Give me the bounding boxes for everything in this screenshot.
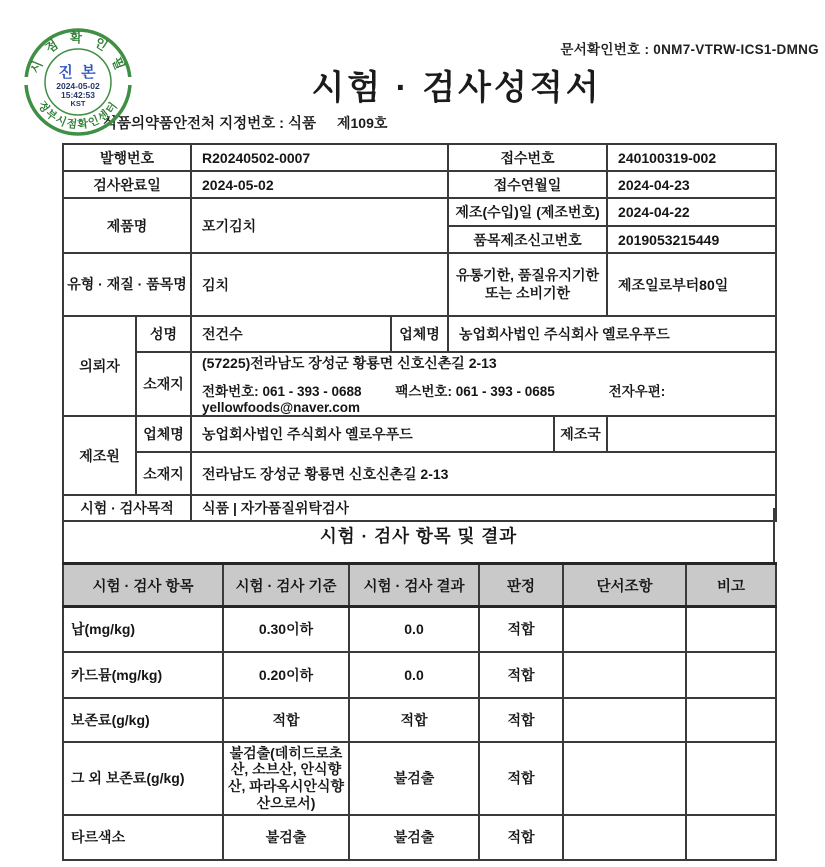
proviso-cell <box>563 607 686 652</box>
client-contact-row <box>202 380 775 415</box>
judgment-cell: 적합 <box>479 698 563 742</box>
header-proviso: 단서조항 <box>563 564 686 607</box>
header-criteria: 시험 · 검사 기준 <box>223 564 349 607</box>
results-section-title: 시험 · 검사 항목 및 결과 <box>62 508 775 562</box>
receipt-no-label: 접수번호 <box>448 144 607 171</box>
issue-no-label: 발행번호 <box>63 144 191 171</box>
type-value: 김치 <box>191 253 448 316</box>
product-name-label: 제품명 <box>63 198 191 253</box>
proviso-cell <box>563 815 686 860</box>
remark-cell <box>686 815 776 860</box>
table-row <box>63 698 776 742</box>
header-test-item: 시험 · 검사 항목 <box>63 564 223 607</box>
table-row <box>63 815 776 860</box>
mfg-date-value: 2024-04-22 <box>607 198 776 226</box>
receipt-no-value: 240100319-002 <box>607 144 776 171</box>
test-item-cell: 타르색소 <box>63 815 223 860</box>
results-header-row <box>63 564 776 607</box>
header-remark: 비고 <box>686 564 776 607</box>
judgment-cell: 적합 <box>479 742 563 815</box>
client-address-value: (57225)전라남도 장성군 황룡면 신호신촌길 2-13 <box>202 355 497 371</box>
judgment-cell: 적합 <box>479 652 563 698</box>
client-company-label: 업체명 <box>391 316 448 352</box>
criteria-cell: 0.30이하 <box>223 607 349 652</box>
fax-label: 팩스번호: <box>395 384 452 399</box>
criteria-cell: 불검출(데히드로초산, 소브산, 안식향산, 파라옥시안식향산으로서) <box>223 742 349 815</box>
manufacturer-address-value: 전라남도 장성군 황룡면 신호신촌길 2-13 <box>191 452 776 495</box>
remark-cell <box>686 698 776 742</box>
result-cell: 불검출 <box>349 815 479 860</box>
designation-number-label: 식품의약품안전처 지정번호 : 식품 <box>103 116 317 132</box>
results-table <box>62 562 777 861</box>
expiry-label: 유통기한, 품질유지기한 또는 소비기한 <box>448 253 607 316</box>
result-cell: 적합 <box>349 698 479 742</box>
manufacturer-company-value: 농업회사법인 주식회사 옐로우푸드 <box>191 416 554 452</box>
proviso-cell <box>563 742 686 815</box>
manufacture-country-label: 제조국 <box>554 416 607 452</box>
stamp-time: 15:42:53 <box>60 90 96 100</box>
expiry-value: 제조일로부터80일 <box>607 253 776 316</box>
table-row <box>63 607 776 652</box>
remark-cell <box>686 607 776 652</box>
test-purpose-value: 식품 | 자가품질위탁검사 <box>191 495 776 521</box>
stamp-top-arc-text: 시 점 확 인 필 <box>27 31 129 76</box>
fax-value: 061 - 393 - 0685 <box>455 384 555 399</box>
manufacturer-company-label: 업체명 <box>136 416 191 452</box>
item-report-no-label: 품목제조신고번호 <box>448 226 607 253</box>
criteria-cell: 0.20이하 <box>223 652 349 698</box>
result-cell: 0.0 <box>349 607 479 652</box>
criteria-cell: 불검출 <box>223 815 349 860</box>
email-label: 전자우편: <box>608 384 666 399</box>
header-result: 시험 · 검사 결과 <box>349 564 479 607</box>
test-item-cell: 납(mg/kg) <box>63 607 223 652</box>
stamp-date: 2024-05-02 <box>56 81 100 91</box>
manufacturer-address-label: 소재지 <box>136 452 191 495</box>
email-value: yellowfoods@naver.com <box>202 400 360 415</box>
mfg-date-label: 제조(수입)일 (제조번호) <box>448 198 607 226</box>
criteria-cell: 적합 <box>223 698 349 742</box>
type-label: 유형 · 재질 · 품목명 <box>63 253 191 316</box>
proviso-cell <box>563 698 686 742</box>
header-judgment: 판정 <box>479 564 563 607</box>
table-row <box>63 742 776 815</box>
designation-number-value: 제109호 <box>337 115 388 131</box>
stamp-bottom-arc-text: 정부시점확인센터 <box>35 99 121 132</box>
test-item-cell: 그 외 보존료(g/kg) <box>63 742 223 815</box>
proviso-cell <box>563 652 686 698</box>
receipt-date-label: 접수연월일 <box>448 171 607 198</box>
judgment-cell: 적합 <box>479 815 563 860</box>
complete-date-label: 검사완료일 <box>63 171 191 198</box>
receipt-date-value: 2024-04-23 <box>607 171 776 198</box>
judgment-cell: 적합 <box>479 607 563 652</box>
client-section-label: 의뢰자 <box>63 316 136 416</box>
product-name-value: 포기김치 <box>191 198 448 253</box>
phone-label: 전화번호: <box>202 384 259 399</box>
manufacture-country-value <box>607 416 776 452</box>
stamp-timezone: KST <box>70 99 86 108</box>
manufacturer-section-label: 제조원 <box>63 416 136 495</box>
info-table <box>62 143 777 522</box>
issue-no-value: R20240502-0007 <box>191 144 448 171</box>
client-address-label: 소재지 <box>136 352 191 416</box>
verification-stamp <box>22 26 134 138</box>
test-item-cell: 카드뮴(mg/kg) <box>63 652 223 698</box>
client-address-cell <box>191 352 776 416</box>
item-report-no-value: 2019053215449 <box>607 226 776 253</box>
page-title: 시험 · 검사성적서 <box>311 69 602 107</box>
test-purpose-label: 시험 · 검사목적 <box>63 495 191 521</box>
phone-value: 061 - 393 - 0688 <box>262 384 362 399</box>
test-item-cell: 보존료(g/kg) <box>63 698 223 742</box>
remark-cell <box>686 652 776 698</box>
client-name-label: 성명 <box>136 316 191 352</box>
stamp-original-label: 진 본 <box>58 64 98 81</box>
table-row <box>63 652 776 698</box>
result-cell: 0.0 <box>349 652 479 698</box>
document-verify-number: 문서확인번호 : 0NM7-VTRW-ICS1-DMNG <box>560 42 819 57</box>
complete-date-value: 2024-05-02 <box>191 171 448 198</box>
client-company-value: 농업회사법인 주식회사 옐로우푸드 <box>448 316 776 352</box>
remark-cell <box>686 742 776 815</box>
result-cell: 불검출 <box>349 742 479 815</box>
client-name-value: 전건수 <box>191 316 391 352</box>
